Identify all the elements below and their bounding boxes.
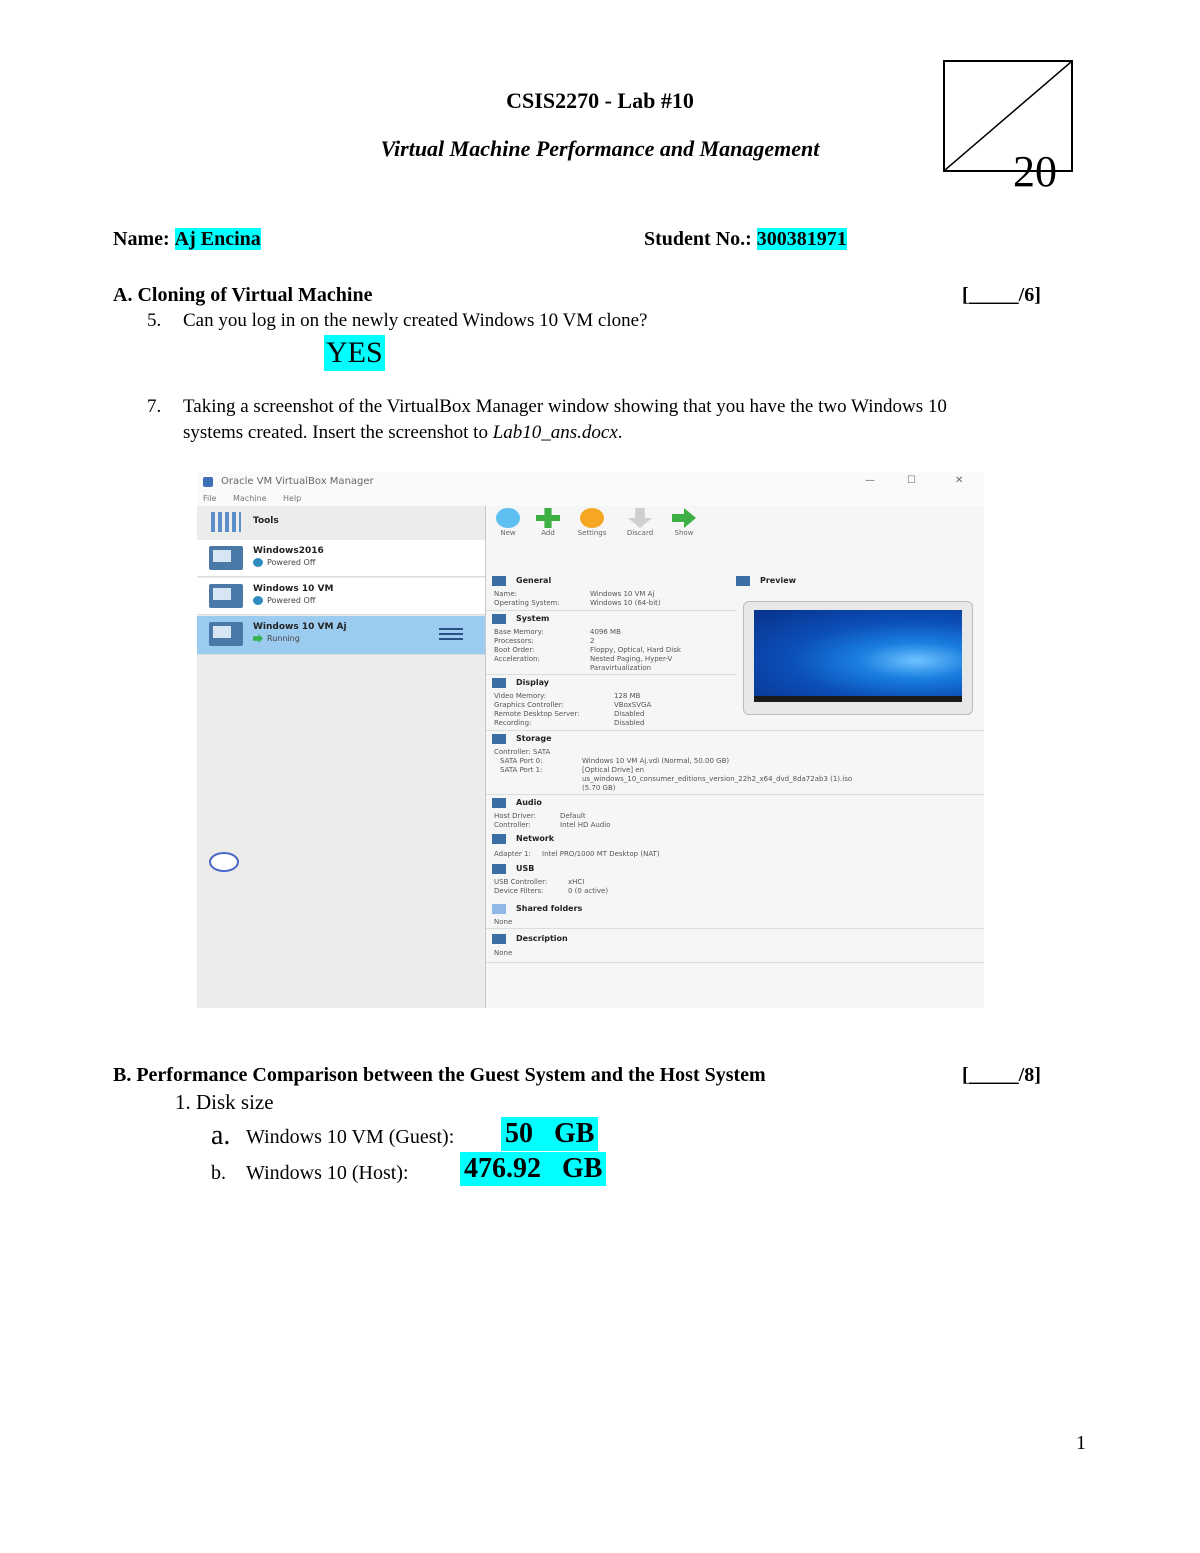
system-value: 4096 MB xyxy=(590,628,621,636)
shared-folders-value: None xyxy=(494,918,513,926)
divider xyxy=(486,674,736,675)
network-key: Adapter 1: xyxy=(494,850,531,858)
section-a-title: A. Cloning of Virtual Machine xyxy=(113,284,373,306)
divider xyxy=(486,794,984,795)
q7-text-pre: systems created. Insert the screenshot to xyxy=(183,422,493,443)
page-title: CSIS2270 - Lab #10 xyxy=(506,88,694,113)
vbox-titlebar xyxy=(197,472,984,492)
show-button[interactable] xyxy=(664,506,704,540)
new-label: New xyxy=(500,529,516,537)
section-a-score: [_____/6] xyxy=(962,284,1041,306)
system-value: Nested Paging, Hyper-V Paravirtualization xyxy=(590,655,673,672)
tools-item[interactable] xyxy=(197,506,485,538)
vbox-menubar xyxy=(197,492,984,506)
display-value: Disabled xyxy=(614,719,645,727)
storage-controller: Controller: SATA xyxy=(494,748,551,756)
description-value: None xyxy=(494,949,513,957)
host-disk-size: 476.92 GB xyxy=(460,1152,606,1186)
close-icon[interactable]: ✕ xyxy=(955,475,964,486)
grade-box xyxy=(943,60,1073,196)
storage-key: SATA Port 0: xyxy=(500,757,543,765)
vm-details-pane xyxy=(486,506,984,1008)
vm-os-icon xyxy=(209,622,243,646)
system-key: Processors: xyxy=(494,637,534,645)
audio-key: Controller: xyxy=(494,821,531,829)
system-value: Floppy, Optical, Hard Disk xyxy=(590,646,681,654)
gear-icon xyxy=(580,508,604,528)
show-label: Show xyxy=(674,529,694,537)
vm-item-windows10-vm[interactable] xyxy=(197,578,485,615)
storage-value: us_windows_10_consumer_editions_version_22h2_x64_dvd_8da72ab3 (1).iso xyxy=(582,775,853,783)
shared-folders-title: Shared folders xyxy=(516,904,583,913)
usb-value: xHCI xyxy=(568,878,585,886)
discard-label: Discard xyxy=(626,529,654,537)
vm-preview xyxy=(743,601,973,715)
name-value: Aj Encina xyxy=(174,228,261,250)
storage-value: [Optical Drive] en xyxy=(582,766,645,774)
display-key: Graphics Controller: xyxy=(494,701,564,709)
system-title: System xyxy=(516,614,550,623)
menu-machine[interactable]: Machine xyxy=(233,494,267,503)
student-number-line xyxy=(644,228,847,251)
audio-key: Host Driver: xyxy=(494,812,536,820)
vm-name: Windows2016 xyxy=(253,546,324,556)
guest-disk-size: 50 GB xyxy=(501,1117,598,1151)
vm-name: Windows 10 VM xyxy=(253,584,334,594)
show-arrow-icon xyxy=(672,508,696,528)
q5-answer: YES xyxy=(326,336,383,369)
powered-off-icon xyxy=(253,596,263,605)
q7-filename: Lab10_ans.docx xyxy=(492,422,618,443)
divider xyxy=(486,962,984,963)
item-b-text: Windows 10 (Host): xyxy=(246,1162,409,1184)
vm-os-icon xyxy=(209,546,243,570)
vm-item-windows2016[interactable] xyxy=(197,540,485,577)
display-value: Disabled xyxy=(614,710,645,718)
compass-icon xyxy=(209,852,239,872)
vm-state: Running xyxy=(267,634,300,643)
vm-name: Windows 10 VM Aj xyxy=(253,622,347,632)
q7-text-line2 xyxy=(183,422,623,444)
usb-key: Device Filters: xyxy=(494,887,544,895)
student-number-label: Student No.: xyxy=(644,228,752,250)
general-key: Name: xyxy=(494,590,518,598)
network-icon xyxy=(492,834,506,844)
minimize-icon[interactable]: — xyxy=(865,475,875,486)
usb-key: USB Controller: xyxy=(494,878,548,886)
virtualbox-screenshot xyxy=(197,472,984,1008)
storage-key: SATA Port 1: xyxy=(500,766,543,774)
vm-os-icon xyxy=(209,584,243,608)
new-icon xyxy=(496,508,520,528)
storage-value: Windows 10 VM Aj.vdi (Normal, 50.00 GB) xyxy=(582,757,730,765)
vm-state: Powered Off xyxy=(267,596,316,605)
system-key: Boot Order: xyxy=(494,646,535,654)
discard-button[interactable] xyxy=(620,506,660,540)
page-number: 1 xyxy=(1076,1432,1086,1454)
q5-text: Can you log in on the newly created Windows 10 VM clone? xyxy=(183,310,648,331)
name-line xyxy=(113,228,261,251)
general-value: Windows 10 VM Aj xyxy=(590,590,655,598)
powered-off-icon xyxy=(253,558,263,567)
grade-total: 20 xyxy=(1013,147,1057,196)
general-icon xyxy=(492,576,506,586)
name-label: Name: xyxy=(113,228,170,250)
storage-icon xyxy=(492,734,506,744)
windows-desktop-preview xyxy=(754,610,962,702)
preview-icon xyxy=(736,576,750,586)
page-subtitle: Virtual Machine Performance and Management xyxy=(380,136,820,161)
item-a-label: a. xyxy=(211,1120,231,1151)
vm-state: Powered Off xyxy=(267,558,316,567)
network-title: Network xyxy=(516,834,555,843)
disk-size-heading: 1. Disk size xyxy=(175,1090,274,1114)
audio-title: Audio xyxy=(516,798,542,807)
display-value: VBoxSVGA xyxy=(614,701,652,709)
storage-value: (5.70 GB) xyxy=(582,784,616,792)
section-b-title: B. Performance Comparison between the Guest System and the Host System xyxy=(113,1064,766,1086)
system-value: 2 xyxy=(590,637,595,645)
preview-title: Preview xyxy=(760,576,797,585)
add-icon xyxy=(536,508,560,528)
audio-icon xyxy=(492,798,506,808)
usb-title: USB xyxy=(516,864,535,873)
display-key: Remote Desktop Server: xyxy=(494,710,580,718)
q7-number: 7. xyxy=(147,396,162,417)
discard-arrow-icon xyxy=(628,508,652,528)
system-key: Base Memory: xyxy=(494,628,544,636)
general-value: Windows 10 (64-bit) xyxy=(590,599,661,607)
q7-text-post: . xyxy=(617,422,623,443)
audio-value: Intel HD Audio xyxy=(560,821,611,829)
divider xyxy=(486,610,736,611)
menu-help[interactable]: Help xyxy=(283,494,302,503)
new-button[interactable] xyxy=(488,506,528,540)
display-value: 128 MB xyxy=(614,692,641,700)
audio-value: Default xyxy=(560,812,586,820)
display-icon xyxy=(492,678,506,688)
description-title: Description xyxy=(516,934,568,943)
menu-file[interactable]: File xyxy=(203,494,217,503)
tools-label: Tools xyxy=(253,516,279,526)
running-icon xyxy=(253,634,263,643)
vbox-window-title: Oracle VM VirtualBox Manager xyxy=(221,476,374,487)
settings-label: Settings xyxy=(577,529,607,537)
q7-text-line1: Taking a screenshot of the VirtualBox Manager window showing that you have the two Windows 10 xyxy=(183,396,947,417)
student-number-value: 300381971 xyxy=(756,228,847,250)
divider xyxy=(486,928,984,929)
general-key: Operating System: xyxy=(494,599,560,607)
vm-list-pane xyxy=(197,506,486,1008)
tools-icon xyxy=(211,512,241,532)
divider xyxy=(486,730,984,731)
folder-icon xyxy=(492,904,506,914)
storage-title: Storage xyxy=(516,734,552,743)
vm-item-windows10-vm-aj[interactable] xyxy=(197,616,485,655)
add-button[interactable] xyxy=(528,506,568,540)
section-b-score: [_____/8] xyxy=(962,1064,1041,1086)
settings-button[interactable] xyxy=(572,506,612,540)
display-title: Display xyxy=(516,678,549,687)
usb-value: 0 (0 active) xyxy=(568,887,609,895)
item-a-text: Windows 10 VM (Guest): xyxy=(246,1126,455,1148)
add-label: Add xyxy=(541,529,555,537)
system-icon xyxy=(492,614,506,624)
usb-icon xyxy=(492,864,506,874)
maximize-icon[interactable]: ☐ xyxy=(907,475,916,486)
display-key: Video Memory: xyxy=(494,692,547,700)
taskbar xyxy=(754,696,962,702)
q5-number: 5. xyxy=(147,310,162,331)
vm-details-menu-icon[interactable] xyxy=(439,628,463,642)
item-b-label: b. xyxy=(211,1162,226,1184)
general-title: General xyxy=(516,576,552,585)
network-value: Intel PRO/1000 MT Desktop (NAT) xyxy=(542,850,660,858)
vbox-logo-icon xyxy=(203,477,213,487)
display-key: Recording: xyxy=(494,719,532,727)
description-icon xyxy=(492,934,506,944)
system-key: Acceleration: xyxy=(494,655,540,663)
